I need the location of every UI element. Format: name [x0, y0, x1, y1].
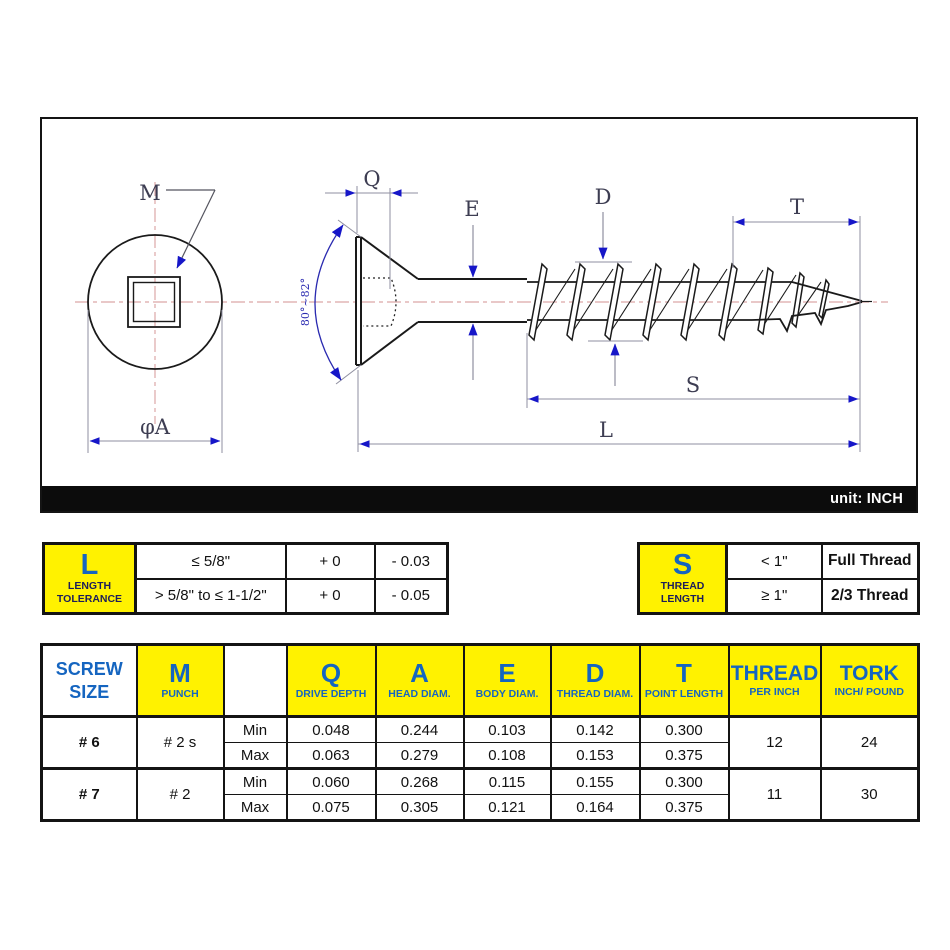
- header-m: [137, 645, 224, 717]
- label-m: M: [139, 181, 161, 205]
- l-table-sub2: TOLERANCE: [56, 593, 123, 605]
- header-tork-word: TORK: [839, 661, 899, 685]
- header-a: [376, 645, 464, 717]
- s-table-header-cell: [639, 544, 727, 614]
- dimension-l: [358, 370, 860, 452]
- screw-size-cell: # 7: [42, 769, 137, 821]
- header-thread-word: THREAD: [730, 661, 819, 685]
- header-t-letter: T: [676, 657, 692, 688]
- header-d-sub: THREAD DIAM.: [556, 687, 634, 700]
- thread-per-inch-cell: 11: [729, 769, 821, 821]
- header-m-sub: PUNCH: [161, 687, 199, 700]
- e-max-cell: 0.121: [464, 795, 551, 821]
- q-min-cell: 0.060: [287, 769, 376, 795]
- label-d: D: [594, 185, 612, 209]
- s-range-cell: ≥ 1": [727, 579, 822, 614]
- screw-size-cell: # 6: [42, 717, 137, 769]
- d-max-cell: 0.164: [551, 795, 640, 821]
- l-table-sub1: LENGTH: [67, 579, 112, 592]
- label-l: L: [599, 418, 613, 442]
- length-tolerance-table: [42, 542, 449, 615]
- header-m-letter: M: [169, 657, 191, 688]
- tork-cell: 24: [821, 717, 919, 769]
- l-minus-cell: - 0.03: [375, 544, 448, 579]
- header-screw-size: [42, 645, 137, 717]
- label-e: E: [464, 197, 480, 221]
- l-minus-cell: - 0.05: [375, 579, 448, 614]
- dimension-e: [464, 197, 479, 380]
- q-max-cell: 0.075: [287, 795, 376, 821]
- q-max-cell: 0.063: [287, 743, 376, 769]
- row-7-min: [42, 769, 919, 795]
- a-max-cell: 0.305: [376, 795, 464, 821]
- s-range-cell: < 1": [727, 544, 822, 579]
- s-table-sub2: LENGTH: [660, 593, 705, 605]
- dimension-q: [325, 167, 418, 289]
- min-label-cell: Min: [224, 717, 287, 743]
- row-6-min: [42, 717, 919, 743]
- a-min-cell: 0.268: [376, 769, 464, 795]
- label-phi-a: φA: [140, 415, 170, 439]
- unit-bar: [42, 486, 916, 511]
- s-table-letter: S: [672, 548, 693, 581]
- screw-spec-table: [40, 643, 920, 822]
- header-thread: [729, 645, 821, 717]
- header-q: [287, 645, 376, 717]
- header-e: [464, 645, 551, 717]
- screw-head-side-view: [356, 237, 527, 365]
- punch-cell: # 2 s: [137, 717, 224, 769]
- t-min-cell: 0.300: [640, 769, 729, 795]
- s-table-sub1: THREAD: [660, 579, 705, 592]
- min-label-cell: Min: [224, 769, 287, 795]
- d-max-cell: 0.153: [551, 743, 640, 769]
- header-empty-cell: [224, 645, 287, 717]
- t-max-cell: 0.375: [640, 743, 729, 769]
- header-t-sub: POINT LENGTH: [644, 687, 724, 700]
- dimension-s: [527, 333, 860, 408]
- label-angle: 80°~82°: [299, 277, 312, 327]
- header-tork-sub: INCH/ POUND: [834, 685, 904, 698]
- e-min-cell: 0.103: [464, 717, 551, 743]
- unit-label: unit: INCH: [830, 490, 903, 507]
- tork-cell: 30: [821, 769, 919, 821]
- l-range-cell: ≤ 5/8": [136, 544, 286, 579]
- dimension-d: [575, 185, 643, 386]
- punch-cell: # 2: [137, 769, 224, 821]
- header-t: [640, 645, 729, 717]
- header-d-letter: D: [585, 657, 605, 688]
- thread-length-table: [637, 542, 920, 615]
- screw-technical-drawing: [42, 119, 915, 487]
- label-s: S: [685, 373, 701, 397]
- e-min-cell: 0.115: [464, 769, 551, 795]
- e-max-cell: 0.108: [464, 743, 551, 769]
- header-screw-line2: SIZE: [69, 681, 110, 702]
- header-e-sub: BODY DIAM.: [475, 687, 539, 700]
- s-value-cell: Full Thread: [822, 544, 919, 579]
- technical-drawing-panel: [40, 117, 918, 513]
- header-screw-line1: SCREW: [55, 659, 123, 679]
- a-max-cell: 0.279: [376, 743, 464, 769]
- a-min-cell: 0.244: [376, 717, 464, 743]
- header-row: [42, 645, 919, 717]
- l-plus-cell: + 0: [286, 544, 375, 579]
- l-table-letter: L: [80, 548, 99, 581]
- header-q-sub: DRIVE DEPTH: [295, 687, 367, 700]
- d-min-cell: 0.155: [551, 769, 640, 795]
- max-label-cell: Max: [224, 795, 287, 821]
- t-max-cell: 0.375: [640, 795, 729, 821]
- label-t: T: [789, 195, 805, 219]
- header-d: [551, 645, 640, 717]
- header-a-letter: A: [410, 657, 429, 688]
- l-range-cell: > 5/8" to ≤ 1-1/2": [136, 579, 286, 614]
- header-a-sub: HEAD DIAM.: [388, 687, 451, 700]
- thread-per-inch-cell: 12: [729, 717, 821, 769]
- header-e-letter: E: [498, 657, 516, 688]
- header-tork: [821, 645, 919, 717]
- d-min-cell: 0.142: [551, 717, 640, 743]
- l-plus-cell: + 0: [286, 579, 375, 614]
- header-thread-sub: PER INCH: [749, 685, 800, 698]
- header-q-letter: Q: [320, 657, 342, 688]
- l-table-header-cell: [44, 544, 136, 614]
- max-label-cell: Max: [224, 743, 287, 769]
- s-value-cell: 2/3 Thread: [822, 579, 919, 614]
- q-min-cell: 0.048: [287, 717, 376, 743]
- label-q: Q: [363, 167, 381, 191]
- t-min-cell: 0.300: [640, 717, 729, 743]
